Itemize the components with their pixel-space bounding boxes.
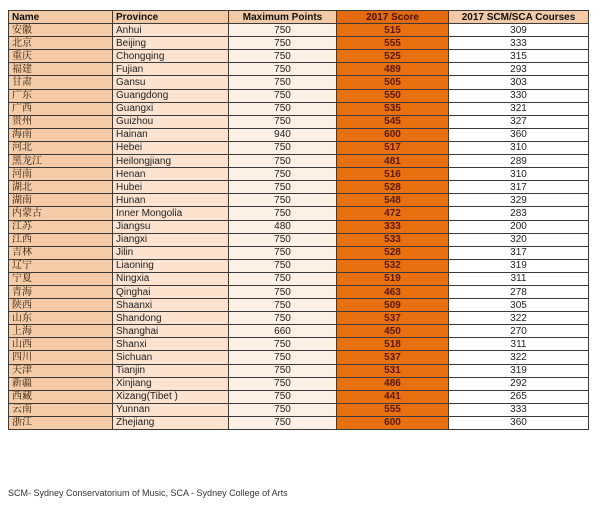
cell-2017-score: 533 [337, 233, 449, 246]
table-row [9, 37, 589, 50]
header-province: Province [113, 11, 229, 24]
cell-2017-score: 545 [337, 115, 449, 128]
cell-maximum-points: 750 [229, 181, 337, 194]
cell-2017-score: 528 [337, 246, 449, 259]
cell-2017-score: 505 [337, 76, 449, 89]
cell-name: 湖南 [9, 194, 113, 207]
cell-maximum-points: 750 [229, 272, 337, 285]
table-row [9, 50, 589, 63]
cell-province: Xizang(Tibet ) [113, 390, 229, 403]
table-row [9, 390, 589, 403]
cell-name: 湖北 [9, 181, 113, 194]
cell-maximum-points: 750 [229, 364, 337, 377]
table-row [9, 246, 589, 259]
cell-province: Jiangxi [113, 233, 229, 246]
cell-2017-score: 519 [337, 272, 449, 285]
cell-maximum-points: 750 [229, 115, 337, 128]
cell-province: Guizhou [113, 115, 229, 128]
cell-name: 贵州 [9, 115, 113, 128]
cell-name: 广东 [9, 89, 113, 102]
cell-name: 吉林 [9, 246, 113, 259]
cell-name: 辽宁 [9, 259, 113, 272]
cell-2017-score: 525 [337, 50, 449, 63]
cell-province: Hebei [113, 141, 229, 154]
cell-2017-courses: 265 [449, 390, 589, 403]
cell-province: Sichuan [113, 351, 229, 364]
cell-maximum-points: 750 [229, 102, 337, 115]
cell-2017-courses: 200 [449, 220, 589, 233]
table-row [9, 155, 589, 168]
cell-2017-courses: 330 [449, 89, 589, 102]
cell-2017-courses: 321 [449, 102, 589, 115]
table-row [9, 403, 589, 416]
cell-name: 西藏 [9, 390, 113, 403]
cell-2017-score: 555 [337, 37, 449, 50]
cell-province: Xinjiang [113, 377, 229, 390]
cell-name: 甘肃 [9, 76, 113, 89]
cell-2017-score: 528 [337, 181, 449, 194]
table-row [9, 115, 589, 128]
cell-2017-courses: 319 [449, 364, 589, 377]
cell-maximum-points: 750 [229, 89, 337, 102]
table-row [9, 102, 589, 115]
cell-name: 河北 [9, 141, 113, 154]
cell-maximum-points: 750 [229, 37, 337, 50]
cell-name: 山西 [9, 338, 113, 351]
cell-maximum-points: 480 [229, 220, 337, 233]
cell-2017-score: 516 [337, 168, 449, 181]
cell-2017-score: 548 [337, 194, 449, 207]
cell-2017-score: 531 [337, 364, 449, 377]
cell-province: Tianjin [113, 364, 229, 377]
cell-maximum-points: 750 [229, 63, 337, 76]
table-row [9, 299, 589, 312]
cell-name: 青海 [9, 285, 113, 298]
cell-2017-courses: 292 [449, 377, 589, 390]
cell-province: Inner Mongolia [113, 207, 229, 220]
cell-province: Qinghai [113, 285, 229, 298]
cell-2017-courses: 270 [449, 325, 589, 338]
cell-2017-courses: 293 [449, 63, 589, 76]
cell-maximum-points: 750 [229, 390, 337, 403]
cell-2017-score: 450 [337, 325, 449, 338]
cell-maximum-points: 750 [229, 312, 337, 325]
cell-2017-courses: 329 [449, 194, 589, 207]
cell-2017-courses: 289 [449, 155, 589, 168]
table-row [9, 76, 589, 89]
cell-maximum-points: 750 [229, 377, 337, 390]
table-row [9, 312, 589, 325]
cell-province: Beijing [113, 37, 229, 50]
header-name: Name [9, 11, 113, 24]
cell-maximum-points: 750 [229, 416, 337, 429]
cell-name: 福建 [9, 63, 113, 76]
cell-province: Hainan [113, 128, 229, 141]
cell-maximum-points: 750 [229, 194, 337, 207]
cell-maximum-points: 750 [229, 351, 337, 364]
cell-2017-courses: 310 [449, 141, 589, 154]
cell-province: Jiangsu [113, 220, 229, 233]
table-row [9, 207, 589, 220]
cell-name: 陕西 [9, 299, 113, 312]
table-row [9, 128, 589, 141]
cell-2017-score: 518 [337, 338, 449, 351]
cell-province: Hubei [113, 181, 229, 194]
table-row [9, 63, 589, 76]
table-row [9, 89, 589, 102]
cell-2017-score: 550 [337, 89, 449, 102]
cell-name: 黑龙江 [9, 155, 113, 168]
cell-province: Guangdong [113, 89, 229, 102]
cell-name: 上海 [9, 325, 113, 338]
cell-2017-courses: 319 [449, 259, 589, 272]
table-row [9, 338, 589, 351]
table-row [9, 416, 589, 429]
cell-2017-courses: 305 [449, 299, 589, 312]
table-row [9, 168, 589, 181]
cell-province: Ningxia [113, 272, 229, 285]
cell-maximum-points: 750 [229, 403, 337, 416]
cell-2017-courses: 309 [449, 24, 589, 37]
cell-2017-courses: 333 [449, 403, 589, 416]
cell-2017-courses: 320 [449, 233, 589, 246]
cell-province: Jilin [113, 246, 229, 259]
cell-2017-courses: 333 [449, 37, 589, 50]
cell-2017-courses: 278 [449, 285, 589, 298]
cell-2017-score: 555 [337, 403, 449, 416]
cell-province: Guangxi [113, 102, 229, 115]
header-maximum-points: Maximum Points [229, 11, 337, 24]
footnote: SCM- Sydney Conservatorium of Music, SCA - Sydney College of Arts [8, 488, 288, 498]
cell-province: Hunan [113, 194, 229, 207]
cell-2017-score: 515 [337, 24, 449, 37]
cell-maximum-points: 750 [229, 155, 337, 168]
cell-maximum-points: 750 [229, 285, 337, 298]
cell-name: 河南 [9, 168, 113, 181]
cell-maximum-points: 750 [229, 168, 337, 181]
cell-name: 四川 [9, 351, 113, 364]
cell-province: Gansu [113, 76, 229, 89]
cell-2017-score: 600 [337, 416, 449, 429]
table-row [9, 220, 589, 233]
cell-maximum-points: 750 [229, 338, 337, 351]
cell-province: Zhejiang [113, 416, 229, 429]
cell-maximum-points: 750 [229, 299, 337, 312]
cell-name: 山东 [9, 312, 113, 325]
cell-maximum-points: 750 [229, 24, 337, 37]
table-row [9, 364, 589, 377]
table-row [9, 377, 589, 390]
table-row [9, 181, 589, 194]
cell-2017-score: 486 [337, 377, 449, 390]
cell-2017-courses: 317 [449, 246, 589, 259]
table-row [9, 351, 589, 364]
cell-2017-score: 472 [337, 207, 449, 220]
table-row [9, 272, 589, 285]
cell-2017-courses: 360 [449, 416, 589, 429]
cell-2017-score: 600 [337, 128, 449, 141]
cell-province: Henan [113, 168, 229, 181]
table-row [9, 285, 589, 298]
cell-2017-courses: 315 [449, 50, 589, 63]
cell-maximum-points: 750 [229, 50, 337, 63]
cell-name: 宁夏 [9, 272, 113, 285]
cell-2017-courses: 322 [449, 351, 589, 364]
cell-2017-courses: 311 [449, 272, 589, 285]
cell-province: Shandong [113, 312, 229, 325]
cell-name: 云南 [9, 403, 113, 416]
cell-province: Chongqing [113, 50, 229, 63]
cell-province: Yunnan [113, 403, 229, 416]
cell-maximum-points: 750 [229, 207, 337, 220]
cell-maximum-points: 750 [229, 76, 337, 89]
cell-province: Liaoning [113, 259, 229, 272]
cell-name: 重庆 [9, 50, 113, 63]
cell-name: 安徽 [9, 24, 113, 37]
table-row [9, 233, 589, 246]
cell-name: 浙江 [9, 416, 113, 429]
cell-province: Shanghai [113, 325, 229, 338]
cell-province: Fujian [113, 63, 229, 76]
cell-2017-score: 517 [337, 141, 449, 154]
cell-2017-score: 537 [337, 351, 449, 364]
cell-name: 江西 [9, 233, 113, 246]
cell-2017-score: 537 [337, 312, 449, 325]
cell-2017-courses: 360 [449, 128, 589, 141]
cell-maximum-points: 940 [229, 128, 337, 141]
cell-2017-score: 535 [337, 102, 449, 115]
table-row [9, 141, 589, 154]
cell-2017-score: 489 [337, 63, 449, 76]
cell-maximum-points: 750 [229, 246, 337, 259]
table-row [9, 24, 589, 37]
cell-name: 新疆 [9, 377, 113, 390]
cell-maximum-points: 750 [229, 233, 337, 246]
table-row [9, 194, 589, 207]
cell-province: Shaanxi [113, 299, 229, 312]
header-2017-score: 2017 Score [337, 11, 449, 24]
table-row [9, 259, 589, 272]
cell-name: 内蒙古 [9, 207, 113, 220]
header-2017-courses: 2017 SCM/SCA Courses [449, 11, 589, 24]
cell-name: 天津 [9, 364, 113, 377]
cell-name: 江苏 [9, 220, 113, 233]
cell-name: 北京 [9, 37, 113, 50]
cell-2017-courses: 322 [449, 312, 589, 325]
cell-2017-score: 481 [337, 155, 449, 168]
table-row [9, 325, 589, 338]
cell-2017-courses: 317 [449, 181, 589, 194]
cell-2017-courses: 303 [449, 76, 589, 89]
cell-maximum-points: 750 [229, 259, 337, 272]
cell-name: 广西 [9, 102, 113, 115]
cell-2017-courses: 310 [449, 168, 589, 181]
cell-2017-score: 532 [337, 259, 449, 272]
cell-2017-score: 333 [337, 220, 449, 233]
cell-2017-score: 441 [337, 390, 449, 403]
cell-2017-score: 509 [337, 299, 449, 312]
cell-province: Heilongjiang [113, 155, 229, 168]
cell-province: Anhui [113, 24, 229, 37]
cell-province: Shanxi [113, 338, 229, 351]
cell-2017-courses: 327 [449, 115, 589, 128]
cell-name: 海南 [9, 128, 113, 141]
header-row [9, 11, 589, 24]
scores-table [8, 10, 589, 430]
cell-2017-courses: 311 [449, 338, 589, 351]
cell-2017-courses: 283 [449, 207, 589, 220]
cell-maximum-points: 660 [229, 325, 337, 338]
table-body [9, 24, 589, 430]
cell-maximum-points: 750 [229, 141, 337, 154]
cell-2017-score: 463 [337, 285, 449, 298]
